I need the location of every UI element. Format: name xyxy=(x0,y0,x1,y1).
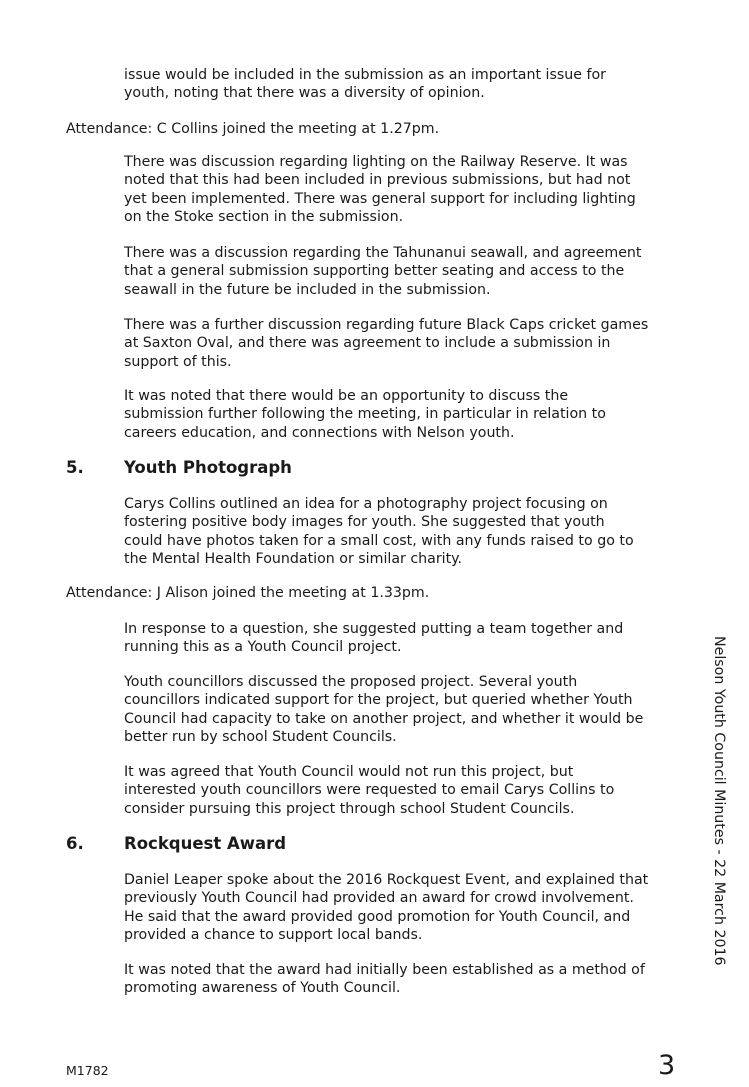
response-paragraph: In response to a question, she suggested putting a team together and running this as a Youth Council project. xyxy=(124,621,624,656)
opportunity-paragraph: It was noted that there would be an opportunity to discuss the submission further following the meeting, in particular in relation to careers education, and connections with Nelson youth. xyxy=(124,388,606,441)
section-5-number: 5. xyxy=(66,458,84,477)
rockquest-paragraph: Daniel Leaper spoke about the 2016 Rockquest Event, and explained that previously Youth Council had provided an award for crowd involvement. He said that the award provided good promotion for Youth Council, and provided a chance to support local bands. xyxy=(124,872,649,944)
award-established-paragraph: It was noted that the award had initially been established as a method of promoting awareness of Youth Council. xyxy=(124,962,645,997)
photograph-idea-paragraph: Carys Collins outlined an idea for a photography project focusing on fostering positive body images for youth. She suggested that youth could have photos taken for a small cost, with any funds raised to go to the Mental Health Foundation or similar charity. xyxy=(124,496,634,568)
discussed-paragraph: Youth councillors discussed the proposed project. Several youth councillors indicated support for the project, but queried whether Youth Council had capacity to take on another project, and whether it would be better run by school Student Councils. xyxy=(124,674,644,746)
section-5-title: Youth Photograph xyxy=(124,458,292,477)
continuation-paragraph: issue would be included in the submission as an important issue for youth, noting that there was a diversity of opinion. xyxy=(124,67,607,102)
black-caps-paragraph: There was a further discussion regarding future Black Caps cricket games at Saxton Oval, and there was agreement to include a submission in support of this. xyxy=(124,317,649,370)
attendance-note: Attendance: J Alison joined the meeting at 1.33pm. xyxy=(66,585,430,601)
page-number: 3 xyxy=(658,1050,676,1081)
agreed-paragraph: It was agreed that Youth Council would not run this project, but interested youth councillors were requested to email Carys Collins to consider pursuing this project through school Student Councils. xyxy=(124,764,615,817)
document-sidebar-title: Nelson Youth Council Minutes - 22 March 2016 xyxy=(711,636,727,966)
section-6-number: 6. xyxy=(66,834,84,853)
document-reference: M1782 xyxy=(66,1063,109,1078)
attendance-note: Attendance: C Collins joined the meeting at 1.27pm. xyxy=(66,121,440,137)
seawall-paragraph: There was a discussion regarding the Tahunanui seawall, and agreement that a general submission supporting better seating and access to the seawall in the future be included in the submission. xyxy=(124,245,642,298)
railway-reserve-paragraph: There was discussion regarding lighting on the Railway Reserve. It was noted that this had been included in previous submissions, but had not yet been implemented. There was general support for including lighting on the Stoke section in the submission. xyxy=(124,154,636,226)
section-6-title: Rockquest Award xyxy=(124,834,287,853)
